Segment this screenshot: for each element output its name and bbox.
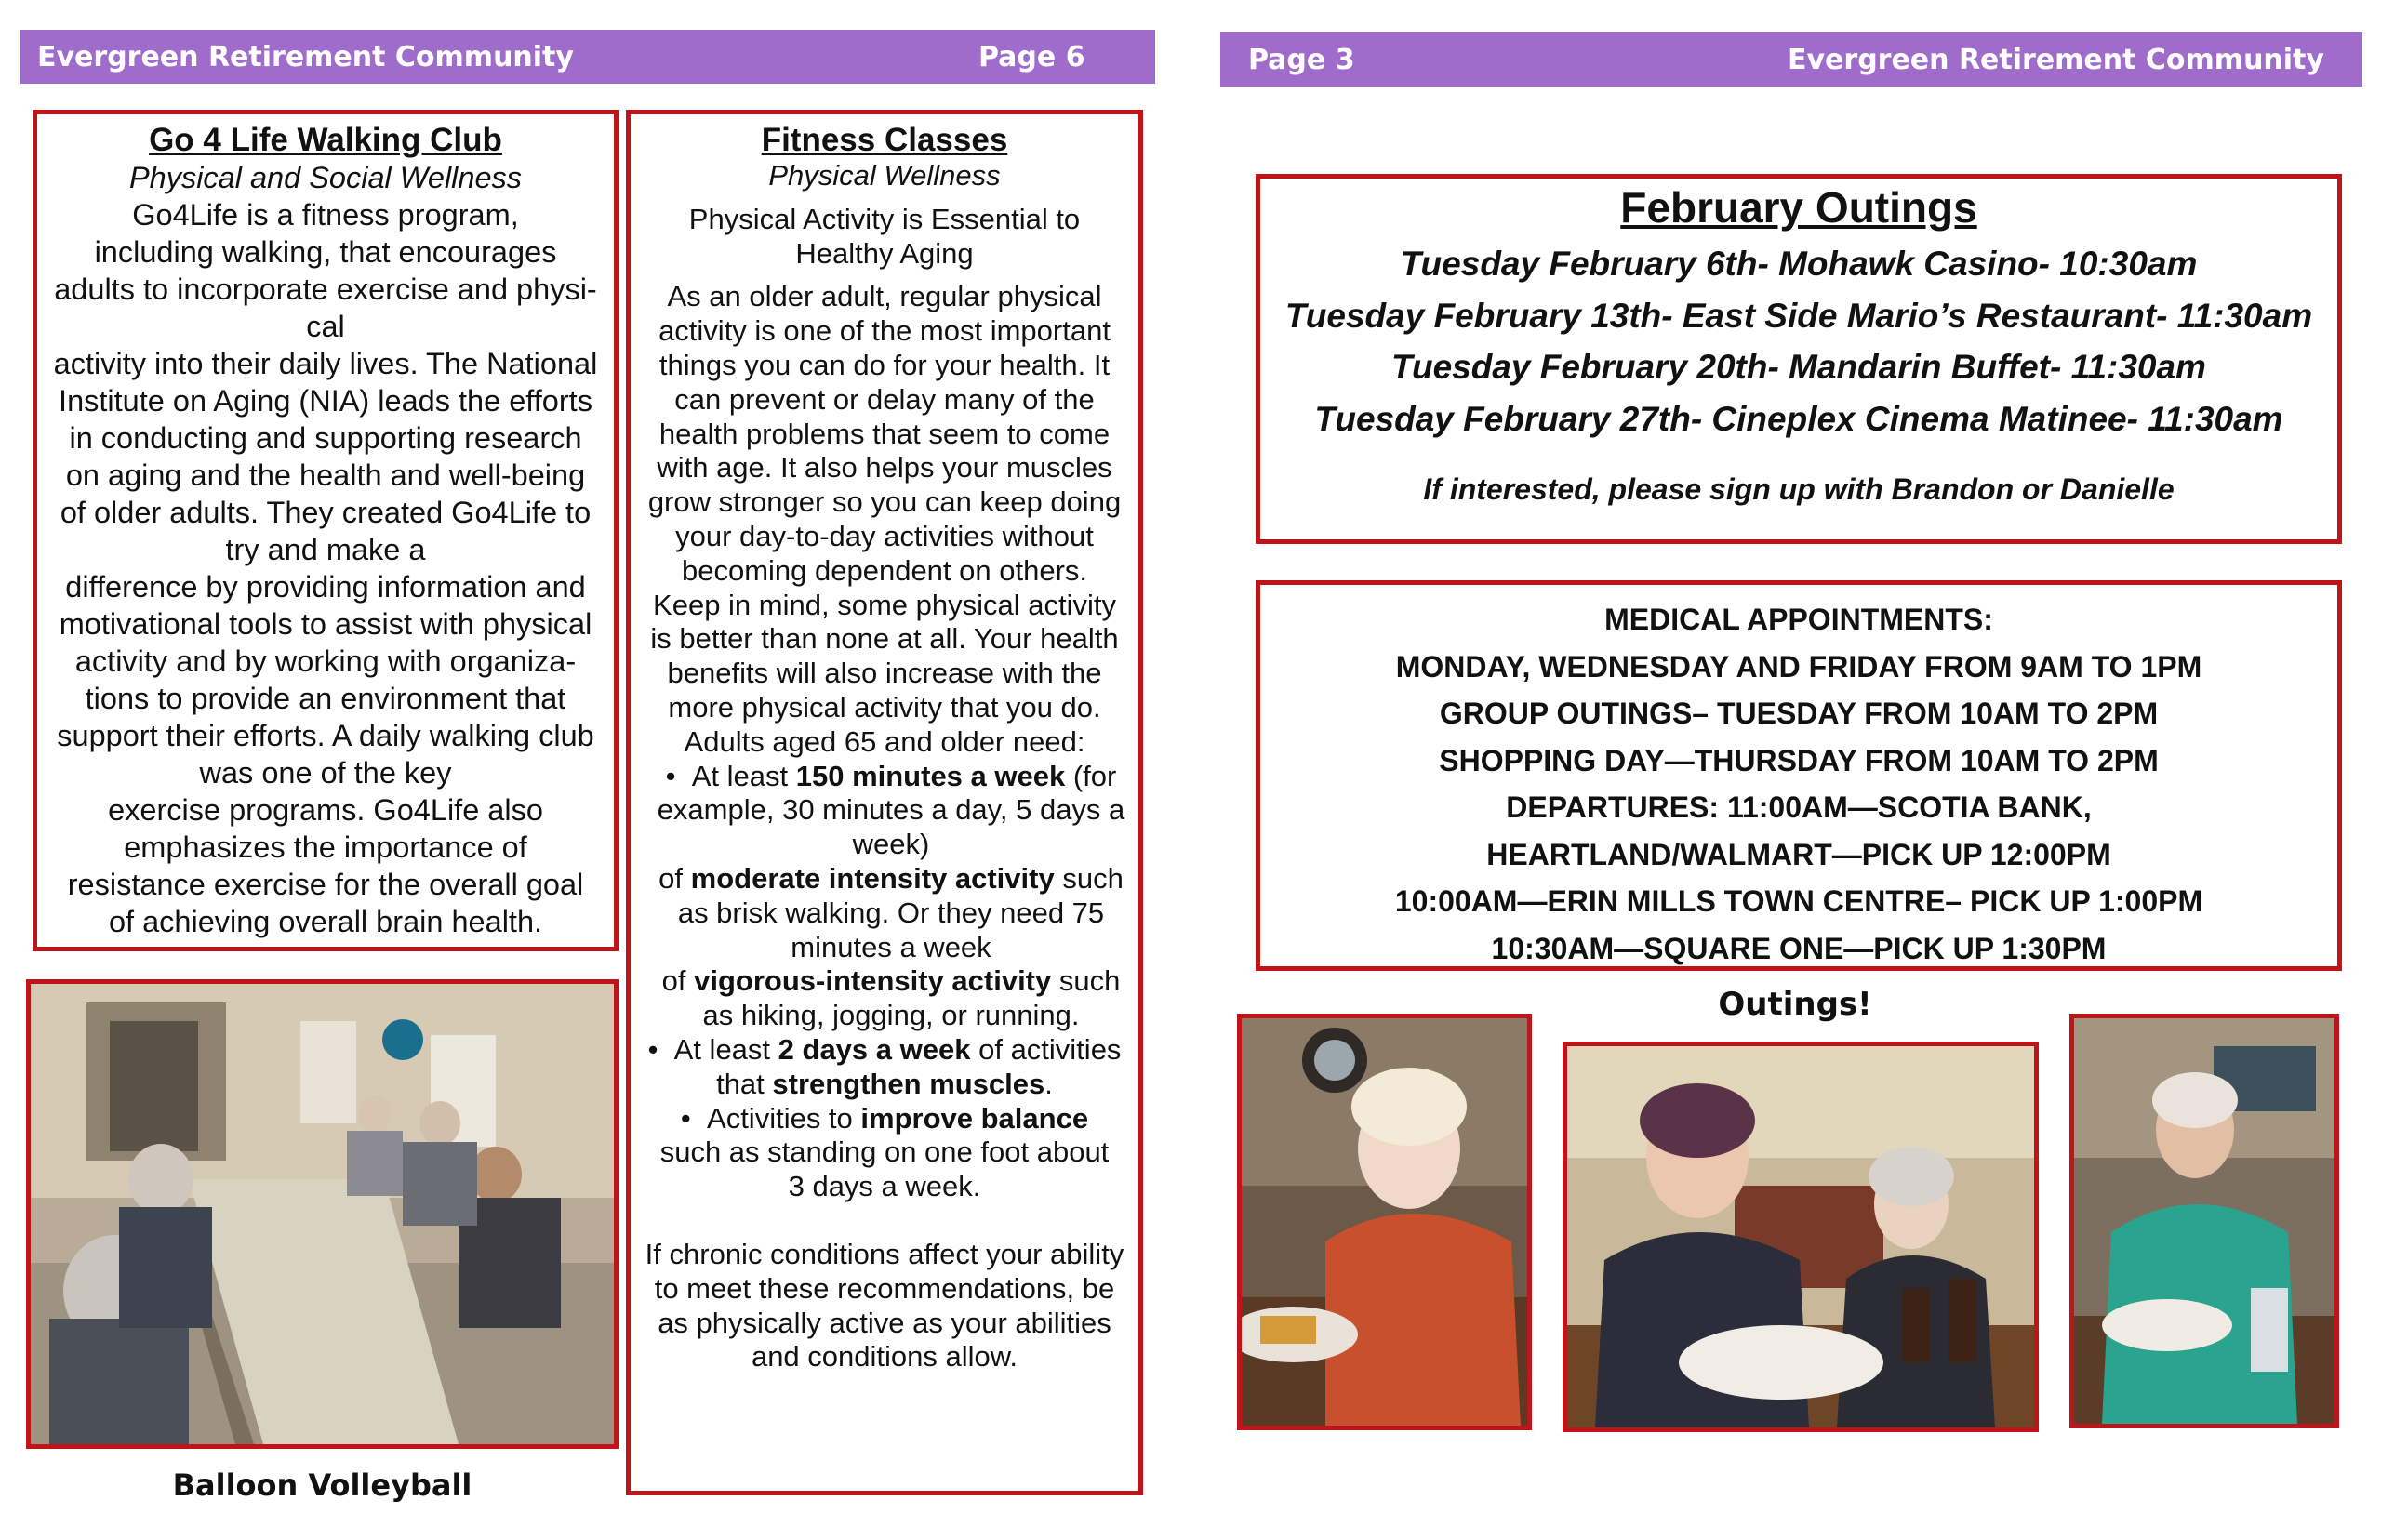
left-header-bar <box>20 30 1155 84</box>
room-scene-illustration <box>31 984 614 1444</box>
walking-line: was one of the key <box>199 756 452 790</box>
walking-line: of achieving overall brain health. <box>108 905 543 938</box>
walking-line: including walking, that encourages <box>94 235 557 269</box>
restaurant-scene-illustration <box>1242 1018 1527 1426</box>
fitness-classes-box <box>626 110 1143 1495</box>
bullet-text: At least <box>691 759 796 792</box>
outing-item: Tuesday February 27th- Cineplex Cinema Matinee- 11:30am <box>1314 399 2283 438</box>
right-header-page: Page 3 <box>1248 43 1355 76</box>
outing-item: Tuesday February 6th- Mohawk Casino- 10:30am <box>1400 245 2198 283</box>
bullet-bold-text: strengthen muscles <box>772 1067 1045 1100</box>
bullet-glyph: • <box>647 1032 674 1066</box>
medical-line: HEARTLAND/WALMART—PICK UP 12:00PM <box>1486 837 2111 871</box>
walking-club-title: Go 4 Life Walking Club <box>149 122 502 158</box>
bullet-bold-text: 150 minutes a week <box>795 759 1066 792</box>
walking-line: tions to provide an environment that <box>85 682 566 715</box>
february-outings-box <box>1256 174 2342 544</box>
walking-line: resistance exercise for the overall goal <box>67 868 584 901</box>
outing-item: Tuesday February 20th- Mandarin Buffet- 11:30am <box>1391 348 2206 386</box>
walking-line: motivational tools to assist with physical <box>59 607 592 641</box>
fitness-paragraph-2: Keep in mind, some physical activity is better than none at all. Your health benefits will also increase with the more physical activity that you do. <box>650 588 1119 724</box>
bullet-text: such as standing on one foot about 3 days a week. <box>659 1135 1110 1203</box>
walking-line: on aging and the health and well-being <box>65 458 586 492</box>
outing-photo-2 <box>1563 1042 2039 1432</box>
walking-line: of older adults. They created Go4Life to <box>60 496 592 529</box>
bullet-glyph: • <box>680 1101 708 1135</box>
walking-line: support their efforts. A daily walking club <box>57 719 594 752</box>
walking-line: adults to incorporate exercise and physi- <box>54 272 597 306</box>
restaurant-scene-illustration <box>2074 1018 2334 1424</box>
fitness-subtitle: Physical Wellness <box>768 159 1001 192</box>
left-header-page: Page 6 <box>978 40 1085 73</box>
fitness-paragraph-4: If chronic conditions affect your ability to meet these recommendations, be as physically active as your abilities and conditions allow. <box>645 1237 1124 1374</box>
fitness-paragraph-1: As an older adult, regular physical activity is one of the most important things you can do for your health. It can prevent or delay many of the health problems that seem to come with age. It also helps your muscles grow stronger so you can keep doing your day-to-day activities without becoming dependent on others. <box>647 280 1122 587</box>
medical-line: 10:00AM—ERIN MILLS TOWN CENTRE– PICK UP 1:00PM <box>1394 884 2203 918</box>
fitness-title: Fitness Classes <box>761 122 1008 158</box>
walking-club-box <box>33 110 619 951</box>
walking-line: in conducting and supporting research <box>69 421 582 455</box>
bullet-text: of <box>658 861 691 895</box>
fitness-lead: Physical Activity is Essential to Healthy Aging <box>688 202 1081 270</box>
bullet-text: . <box>1044 1067 1053 1100</box>
bullet-bold-text: improve balance <box>860 1101 1089 1135</box>
walking-line: Go4Life is a fitness program, <box>132 198 519 232</box>
left-header-title: Evergreen Retirement Community <box>37 40 574 73</box>
medical-line: MEDICAL APPOINTMENTS: <box>1604 603 1993 636</box>
outings-title: February Outings <box>1620 183 1977 232</box>
walking-club-subtitle: Physical and Social Wellness <box>128 161 523 194</box>
balloon-volleyball-caption: Balloon Volleyball <box>172 1467 472 1503</box>
fitness-paragraph-3: Adults aged 65 and older need: <box>684 724 1085 758</box>
bullet-text: of <box>661 964 695 998</box>
bullet-text: Activities to <box>707 1101 861 1135</box>
walking-line: try and make a <box>225 533 426 566</box>
right-header-title: Evergreen Retirement Community <box>1788 43 2324 76</box>
balloon-volleyball-photo <box>26 979 619 1449</box>
bullet-text: At least <box>673 1032 778 1066</box>
bullet-glyph: • <box>665 759 692 792</box>
outing-item: Tuesday February 13th- East Side Mario’s Restaurant- 11:30am <box>1284 296 2313 335</box>
walking-club-body <box>47 196 605 940</box>
bullet-bold-text: moderate intensity activity <box>690 861 1055 895</box>
medical-line: GROUP OUTINGS– TUESDAY FROM 10AM TO 2PM <box>1439 697 2159 730</box>
bullet-bold-text: vigorous-intensity activity <box>694 964 1052 998</box>
outing-photo-1 <box>1237 1014 1532 1430</box>
fitness-bullet-150-minutes <box>638 760 1131 1033</box>
medical-line: 10:30AM—SQUARE ONE—PICK UP 1:30PM <box>1491 931 2107 965</box>
medical-line: MONDAY, WEDNESDAY AND FRIDAY FROM 9AM TO 1PM <box>1395 649 2202 684</box>
bullet-text: (for example, 30 minutes a day, 5 days a week) <box>657 759 1125 861</box>
walking-line: activity into their daily lives. The National <box>53 347 598 380</box>
medical-line: SHOPPING DAY—THURSDAY FROM 10AM TO 2PM <box>1439 743 2159 777</box>
walking-line: emphasizes the importance of <box>124 830 527 864</box>
fitness-bullet-strength <box>638 1033 1131 1102</box>
bullet-text: of activities that <box>716 1032 1122 1100</box>
outing-photo-3 <box>2069 1014 2339 1428</box>
bullet-text: such as brisk walking. Or they need 75 minutes a week <box>677 861 1124 963</box>
medical-appointments-box <box>1256 580 2342 971</box>
restaurant-scene-illustration <box>1567 1046 2034 1427</box>
bullet-text: such as hiking, jogging, or running. <box>702 964 1121 1032</box>
outings-signup-note: If interested, please sign up with Brandon or Danielle <box>1423 472 2175 506</box>
walking-line: difference by providing information and <box>65 570 586 604</box>
bullet-bold-text: 2 days a week <box>778 1032 971 1066</box>
outings-photos-heading: Outings! <box>1718 986 1872 1023</box>
walking-line: activity and by working with organiza- <box>74 644 577 678</box>
fitness-bullet-balance <box>638 1102 1131 1204</box>
walking-line: cal <box>306 310 345 343</box>
walking-line: Institute on Aging (NIA) leads the efforts <box>59 384 592 418</box>
medical-line: DEPARTURES: 11:00AM—SCOTIA BANK, <box>1506 790 2092 824</box>
walking-line: exercise programs. Go4Life also <box>108 793 543 827</box>
right-header-bar <box>1220 32 2362 87</box>
